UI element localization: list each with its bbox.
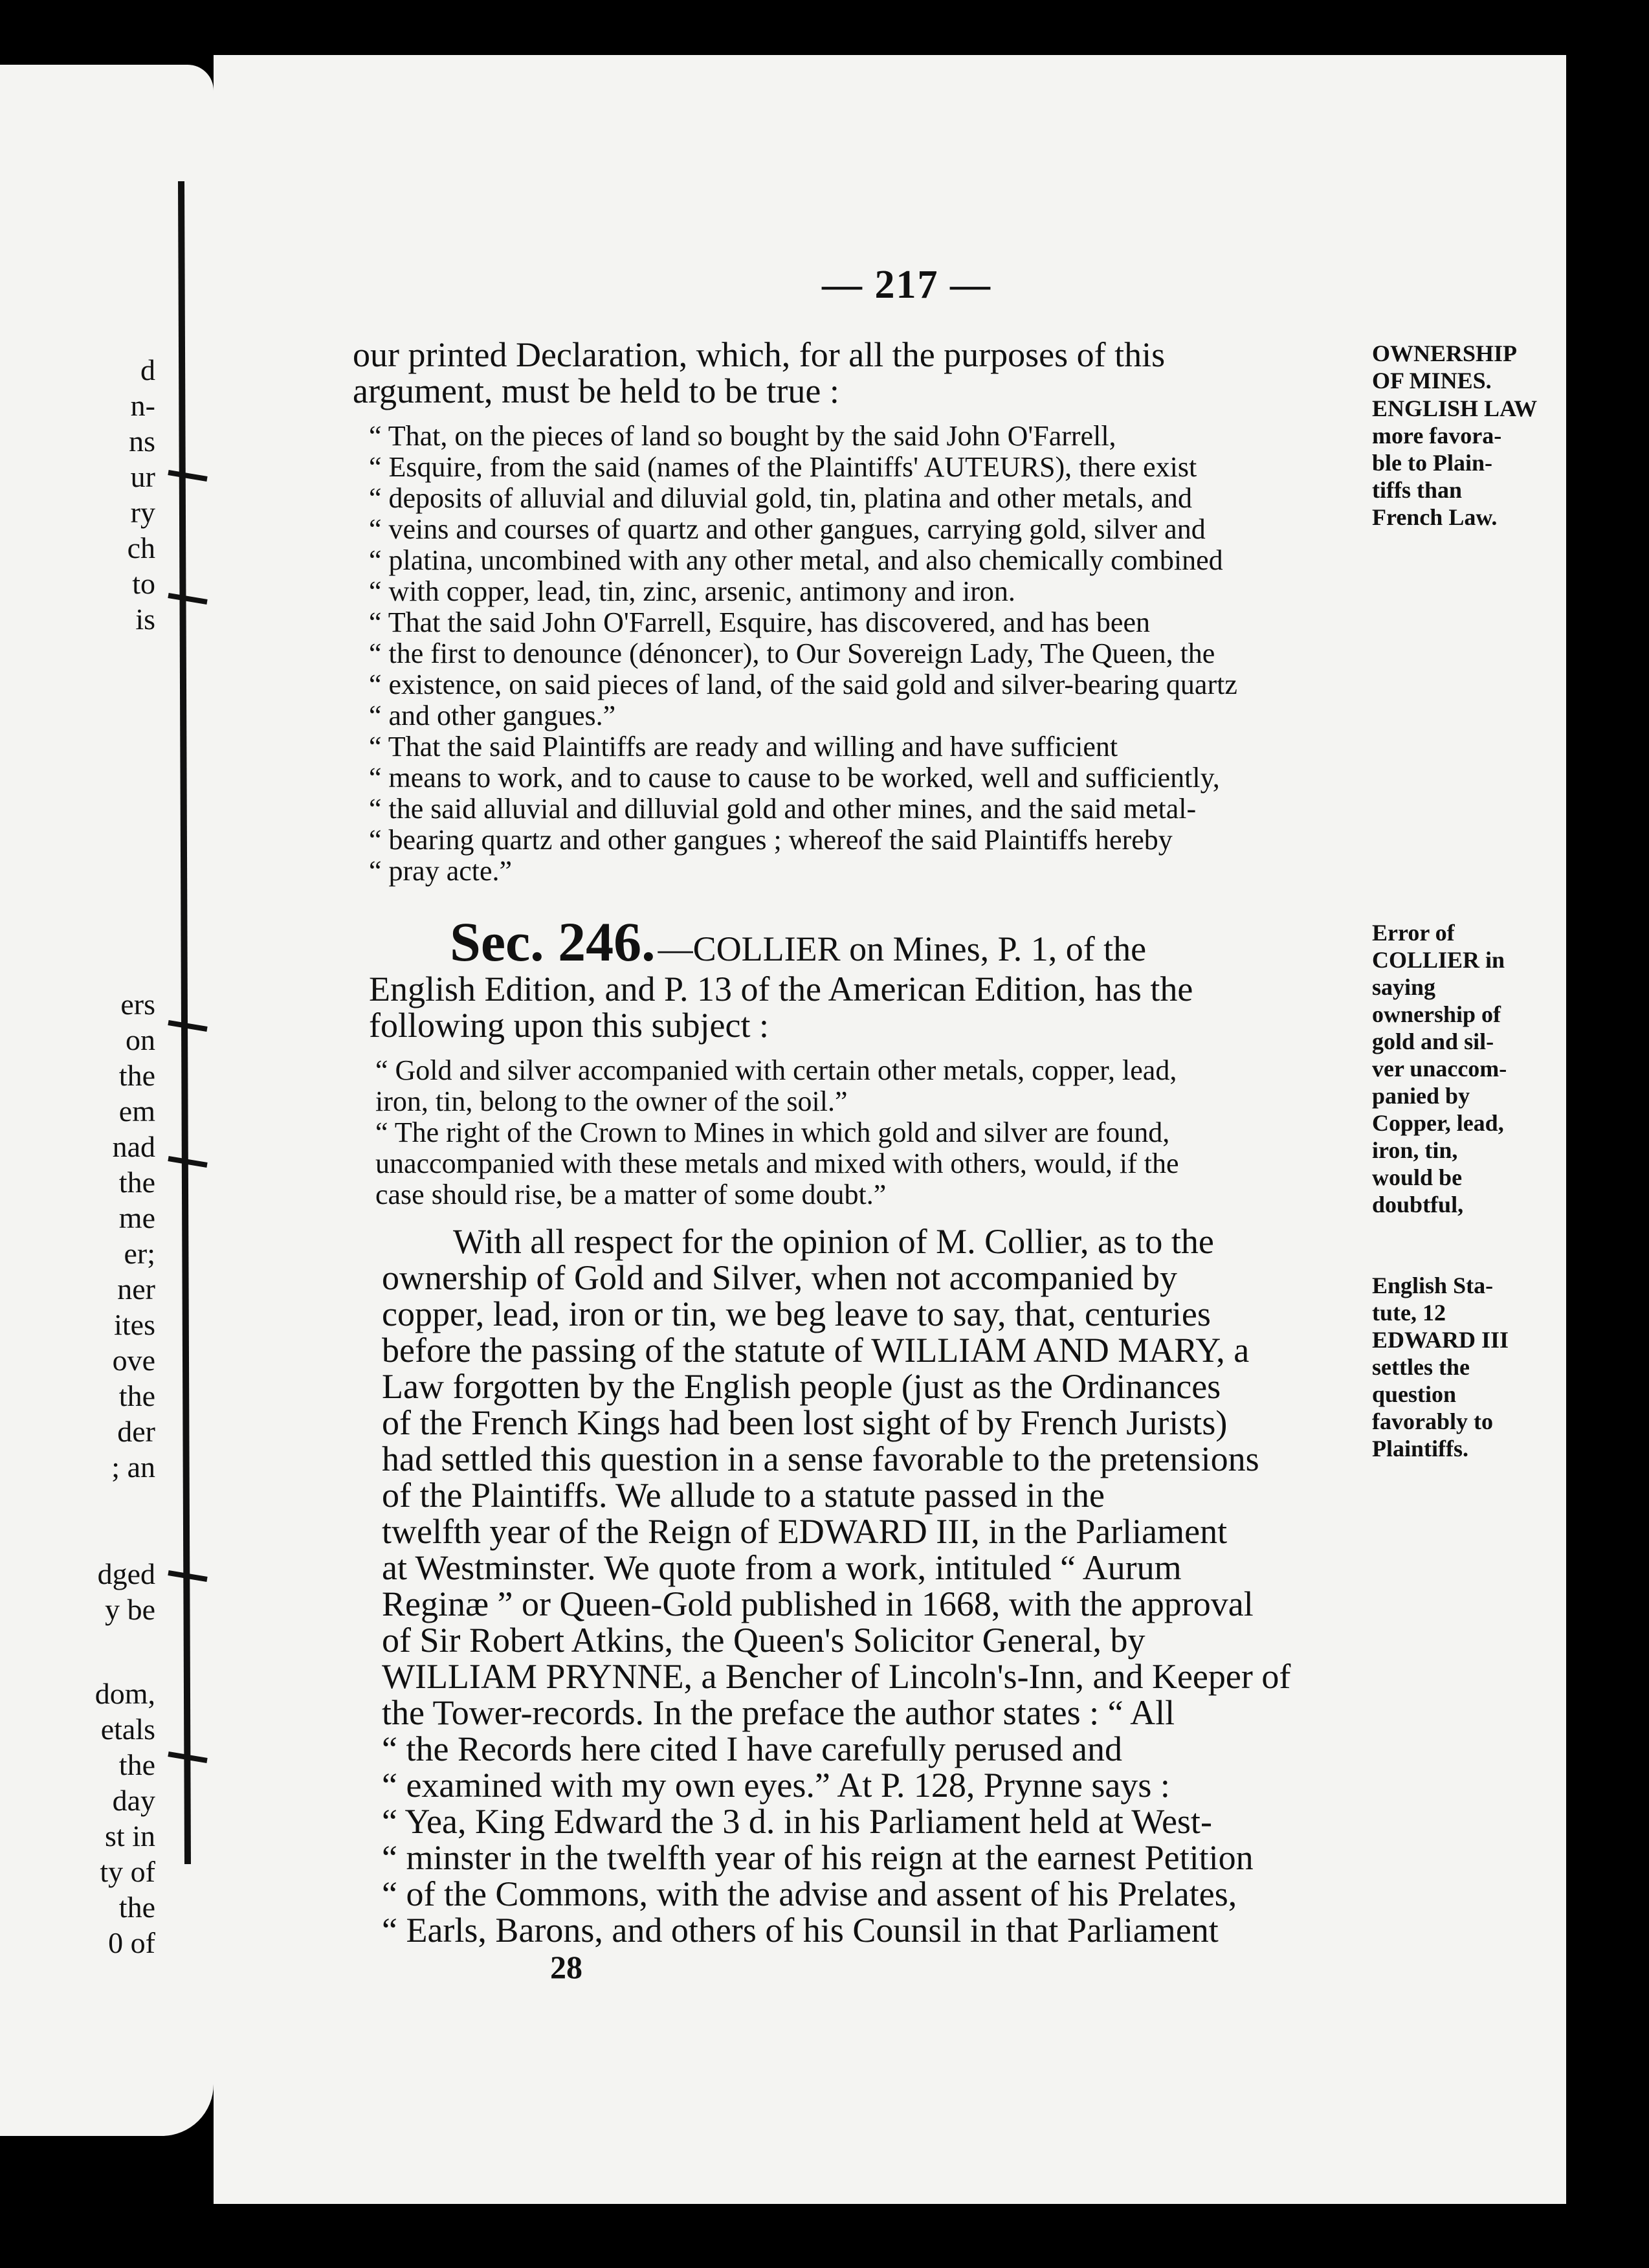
left-page-fragment: ites	[114, 1308, 155, 1341]
margin-note-line: question	[1372, 1381, 1457, 1407]
left-page-fragment: y be	[105, 1593, 155, 1626]
text-line: before the passing of the statute of WILLIAM AND MARY, a	[382, 1331, 1250, 1370]
margin-note-line: saying	[1372, 974, 1436, 1000]
text-line: Law forgotten by the English people (just as the Ordinances	[382, 1367, 1221, 1406]
margin-note-line: EDWARD III	[1372, 1327, 1509, 1353]
left-page-fragment: ty of	[100, 1855, 155, 1888]
quote-line: “ means to work, and to cause to cause to be worked, well and sufficiently,	[369, 762, 1220, 794]
margin-note-line: tiffs than	[1372, 477, 1463, 503]
text-line: twelfth year of the Reign of EDWARD III, in the Parliament	[382, 1512, 1228, 1551]
text-line: had settled this question in a sense favorable to the pretensions	[382, 1440, 1259, 1478]
quote-line: unaccompanied with these metals and mixed with others, would, if the	[375, 1148, 1179, 1179]
section-heading-text: —COLLIER on Mines, P. 1, of the	[658, 929, 1147, 968]
left-page-fragment: ur	[130, 460, 155, 493]
text-line: English Edition, and P. 13 of the American Edition, has the	[369, 970, 1193, 1008]
left-page-fragment: st in	[105, 1819, 155, 1852]
quote-line: “ That the said John O'Farrell, Esquire, has discovered, and has been	[369, 606, 1150, 638]
margin-note-line: ownership of	[1372, 1001, 1501, 1027]
quote-line: case should rise, be a matter of some doubt.”	[375, 1179, 887, 1210]
quote-line: “ bearing quartz and other gangues ; whereof the said Plaintiffs hereby	[369, 824, 1173, 856]
text-line: of the French Kings had been lost sight of by French Jurists)	[382, 1403, 1228, 1442]
quote-line: “ veins and courses of quartz and other gangues, carrying gold, silver and	[369, 513, 1206, 545]
left-page-fragment: dged	[97, 1557, 155, 1590]
margin-note-line: iron, tin,	[1372, 1137, 1458, 1163]
text-line: With all respect for the opinion of M. Collier, as to the	[453, 1222, 1214, 1261]
section-label: Sec. 246.	[450, 911, 656, 973]
margin-note	[1372, 919, 1592, 1218]
margin-note-line: panied by	[1372, 1083, 1470, 1109]
margin-note-line: settles the	[1372, 1354, 1470, 1380]
left-page-fragment: is	[135, 603, 155, 636]
left-page-fragment: ove	[112, 1344, 155, 1377]
quote-line: iron, tin, belong to the owner of the soil.”	[375, 1085, 848, 1117]
quoted-declaration	[369, 421, 1391, 887]
collier-quotation	[375, 1055, 1398, 1210]
quote-line: “ Esquire, from the said (names of the Plaintiffs' AUTEURS), there exist	[369, 451, 1197, 483]
text-line: copper, lead, iron or tin, we beg leave to say, that, centuries	[382, 1295, 1211, 1333]
left-page-fragment: 0 of	[108, 1926, 155, 1959]
text-line: “ the Records here cited I have carefully perused and	[382, 1729, 1122, 1768]
main-paragraph	[382, 1223, 1404, 1948]
left-page-fragment: ers	[120, 988, 155, 1021]
text-line: our printed Declaration, which, for all the purposes of this	[353, 335, 1166, 374]
quote-line: “ platina, uncombined with any other metal, and also chemically combined	[369, 544, 1223, 576]
intro-paragraph	[353, 337, 1375, 409]
text-line: Reginæ ” or Queen-Gold published in 1668, with the approval	[382, 1584, 1254, 1623]
margin-note-line: COLLIER in	[1372, 947, 1505, 973]
left-page-fragment: ns	[129, 425, 155, 458]
text-line: WILLIAM PRYNNE, a Bencher of Lincoln's-Inn, and Keeper of	[382, 1657, 1291, 1696]
text-line: argument, must be held to be true :	[353, 372, 839, 410]
margin-note-line: ver unaccom-	[1372, 1056, 1507, 1082]
margin-note	[1372, 340, 1592, 394]
text-line: “ minster in the twelfth year of his reign at the earnest Petition	[382, 1838, 1254, 1877]
text-line: “ of the Commons, with the advise and assent of his Prelates,	[382, 1874, 1237, 1913]
left-page-fragment: ch	[127, 531, 155, 564]
quote-line: “ pray acte.”	[369, 855, 513, 887]
folio-signature: 28	[550, 1949, 582, 1985]
quote-line: “ That, on the pieces of land so bought by the said John O'Farrell,	[369, 420, 1116, 452]
margin-note-line: OWNERSHIP	[1372, 340, 1518, 366]
text-line: at Westminster. We quote from a work, intituled “ Aurum	[382, 1548, 1182, 1587]
margin-note-line: ENGLISH LAW	[1372, 395, 1538, 421]
margin-note-line: OF MINES.	[1372, 368, 1492, 394]
margin-note-line: English Sta-	[1372, 1273, 1494, 1298]
left-page-fragment: em	[118, 1095, 155, 1128]
text-line: the Tower-records. In the preface the author states : “ All	[382, 1693, 1175, 1732]
margin-note-line: gold and sil-	[1372, 1028, 1494, 1054]
margin-note-line: Error of	[1372, 920, 1455, 946]
left-page-fragment: nad	[112, 1130, 155, 1163]
section-heading-line	[450, 909, 1472, 974]
text-line: following upon this subject :	[369, 1006, 769, 1045]
margin-note-line: Plaintiffs.	[1372, 1436, 1468, 1462]
quote-line: “ the first to denounce (dénoncer), to Our Sovereign Lady, The Queen, the	[369, 638, 1215, 669]
quote-line: “ existence, on said pieces of land, of the said gold and silver-bearing quartz	[369, 669, 1237, 700]
text-line: ownership of Gold and Silver, when not accompanied by	[382, 1258, 1178, 1297]
margin-note	[1372, 395, 1592, 531]
margin-note-line: ble to Plain-	[1372, 450, 1492, 476]
quote-line: “ deposits of alluvial and diluvial gold, tin, platina and other metals, and	[369, 482, 1193, 514]
text-line: “ Earls, Barons, and others of his Counsil in that Parliament	[382, 1911, 1219, 1950]
page-binding-stitches	[162, 181, 214, 1864]
left-page-fragment: the	[118, 1379, 155, 1412]
margin-note-line: would be	[1372, 1164, 1463, 1190]
left-page-fragment: etals	[100, 1713, 155, 1746]
left-page-fragment: n-	[130, 389, 155, 422]
left-page-fragment: me	[118, 1201, 155, 1234]
page-number: — 217 —	[822, 263, 991, 307]
left-page-fragment: on	[126, 1023, 155, 1056]
left-page-fragment: the	[118, 1059, 155, 1092]
quote-line: “ Gold and silver accompanied with certain other metals, copper, lead,	[375, 1054, 1177, 1086]
left-page-fragment: ; an	[111, 1451, 155, 1484]
quote-line: “ That the said Plaintiffs are ready and willing and have sufficient	[369, 731, 1118, 762]
margin-note-line: doubtful,	[1372, 1192, 1464, 1217]
section-intro	[369, 971, 1391, 1043]
left-page-fragment: der	[117, 1415, 155, 1448]
margin-note	[1372, 1272, 1592, 1462]
left-page-fragment: ner	[117, 1273, 155, 1306]
margin-note-line: more favora-	[1372, 423, 1502, 449]
margin-note-line: tute, 12	[1372, 1300, 1446, 1326]
left-page-fragment: the	[118, 1891, 155, 1924]
text-line: of Sir Robert Atkins, the Queen's Solicitor General, by	[382, 1621, 1145, 1660]
text-line: “ examined with my own eyes.” At P. 128, Prynne says :	[382, 1766, 1170, 1805]
margin-note-line: French Law.	[1372, 504, 1498, 530]
quote-line: “ with copper, lead, tin, zinc, arsenic, antimony and iron.	[369, 575, 1015, 607]
quote-line: “ the said alluvial and dilluvial gold and other mines, and the said metal-	[369, 793, 1197, 825]
text-line: of the Plaintiffs. We allude to a statute passed in the	[382, 1476, 1105, 1515]
left-page-fragment: the	[118, 1166, 155, 1199]
left-page-fragment: d	[140, 353, 155, 386]
left-page-fragment: to	[132, 567, 155, 600]
margin-note-line: favorably to	[1372, 1408, 1493, 1434]
left-page-fragment: er;	[124, 1237, 155, 1270]
left-page-fragment: ry	[130, 496, 155, 529]
quote-line: “ and other gangues.”	[369, 700, 616, 731]
margin-note-line: Copper, lead,	[1372, 1110, 1504, 1136]
left-page-fragment: the	[118, 1748, 155, 1781]
quote-line: “ The right of the Crown to Mines in which gold and silver are found,	[375, 1117, 1170, 1148]
left-page-fragment: dom,	[94, 1677, 155, 1710]
left-page-fragment: day	[112, 1784, 155, 1817]
text-line: “ Yea, King Edward the 3 d. in his Parliament held at West-	[382, 1802, 1212, 1841]
